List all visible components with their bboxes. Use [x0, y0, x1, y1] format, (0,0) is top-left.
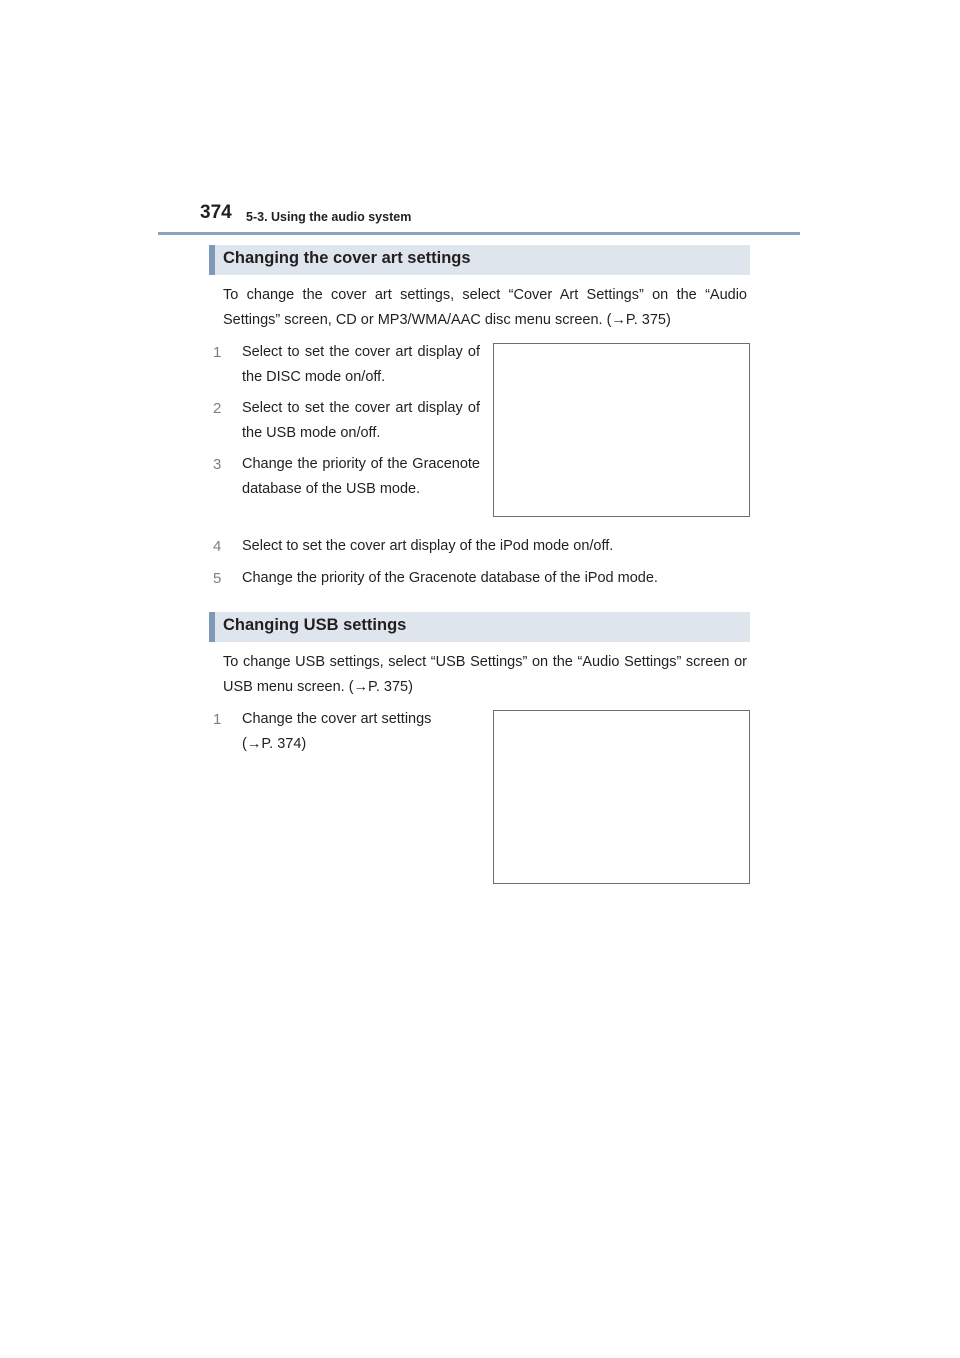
- item-number: 4: [213, 538, 222, 555]
- page-number: 374: [200, 202, 232, 223]
- item-number: 1: [213, 711, 222, 728]
- item-text: Select to set the cover art display of the USB mode on/off.: [242, 400, 480, 441]
- cover-art-screenshot-placeholder: [493, 343, 750, 517]
- item-number: 1: [213, 344, 222, 361]
- item-text: Select to set the cover art display of the iPod mode on/off.: [242, 538, 614, 554]
- header-rule: [158, 232, 800, 235]
- usb-intro: To change USB settings, select “USB Settings” on the “Audio Settings” screen or USB menu screen. (→P. 375): [223, 654, 747, 695]
- item-number: 2: [213, 400, 222, 417]
- section-title: Changing the cover art settings: [223, 249, 471, 267]
- item-number: 5: [213, 570, 222, 587]
- item-text: Change the priority of the Gracenote database of the iPod mode.: [242, 570, 658, 586]
- item-text: Select to set the cover art display of the DISC mode on/off.: [242, 344, 480, 385]
- cover-art-intro: To change the cover art settings, select “Cover Art Settings” on the “Audio Settings” screen, CD or MP3/WMA/AAC disc menu screen. (→P. 375): [223, 287, 747, 328]
- section-path: 5-3. Using the audio system: [246, 210, 412, 224]
- section-heading-usb: [209, 612, 750, 642]
- item-number: 3: [213, 456, 222, 473]
- section-heading-cover-art: [209, 245, 750, 275]
- usb-screenshot-placeholder: [493, 710, 750, 884]
- section-title: Changing USB settings: [223, 616, 407, 634]
- item-text: Change the cover art settings (→P. 374): [242, 711, 432, 752]
- item-text: Change the priority of the Gracenote database of the USB mode.: [242, 456, 480, 497]
